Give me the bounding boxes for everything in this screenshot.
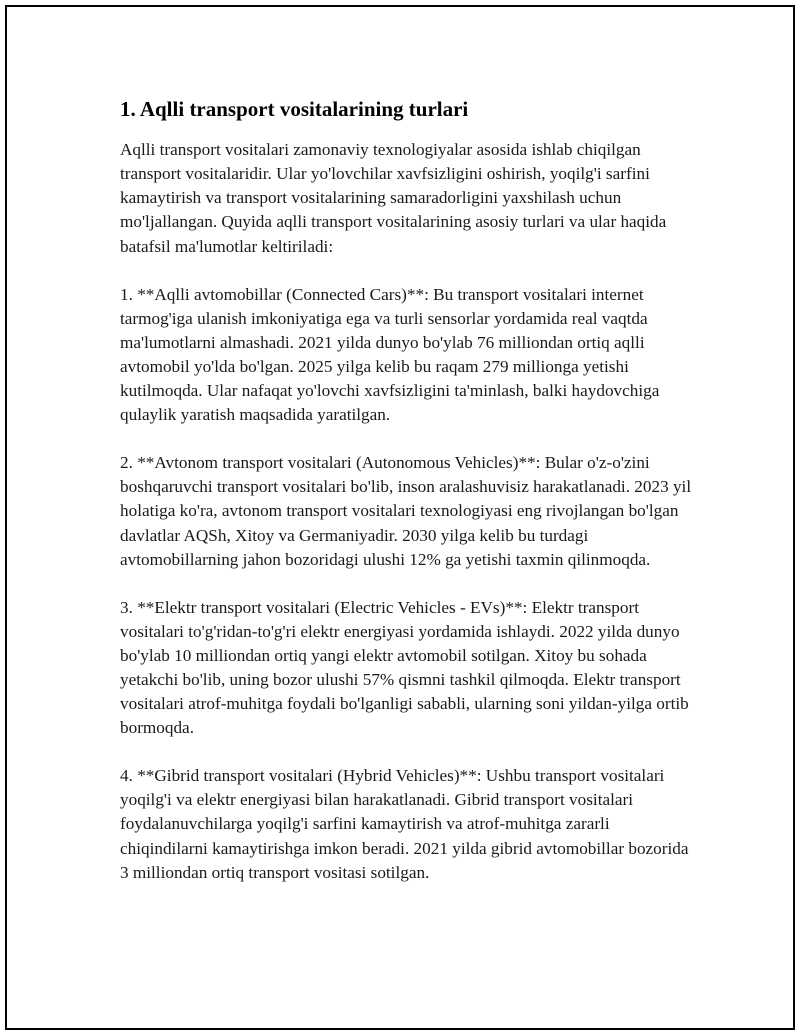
paragraph-autonomous-vehicles: 2. **Avtonom transport vositalari (Autonomous Vehicles)**: Bular o'z-o'zini boshqaruvchi transport vositalari bo'lib, inson aralashuvisiz harakatlanadi. 2023 yil holatiga ko'ra, avtonom transport vositalari texnologiyasi eng rivojlangan bo'lgan davlatlar AQSh, Xitoy va Germaniyadir. 2030 yilga kelib bu turdagi avtomobillarning jahon bozoridagi ulushi 12% ga yetishi taxmin qilinmoqda. bbox=[120, 453, 692, 569]
page-frame bbox=[5, 5, 795, 1030]
section-heading: 1. Aqlli transport vositalarining turlari bbox=[120, 97, 469, 121]
paragraph-hybrid-vehicles: 4. **Gibrid transport vositalari (Hybrid Vehicles)**: Ushbu transport vositalari yoqilg'i va elektr energiyasi bilan harakatlanadi. Gibrid transport vositalari foydalanuvchilarga yoqilg'i sarfini kamaytirish va atrof-muhitga zararli chiqindilarni kamaytirishga imkon beradi. 2021 yilda gibrid avtomobillar bozorida 3 milliondan ortiq transport vositasi sotilgan. bbox=[120, 766, 689, 882]
paragraph-electric-vehicles: 3. **Elektr transport vositalari (Electric Vehicles - EVs)**: Elektr transport vositalari to'g'ridan-to'g'ri elektr energiyasi yordamida ishlaydi. 2022 yilda dunyo bo'ylab 10 milliondan ortiq yangi elektr avtomobil sotilgan. Xitoy bu sohada yetakchi bo'lib, uning bozor ulushi 57% qismni tashkil qilmoqda. Elektr transport vositalari atrof-muhitga foydali bo'lganligi sababli, ularning soni yildan-yilga ortib bormoqda. bbox=[120, 597, 689, 738]
paragraph-connected-cars: 1. **Aqlli avtomobillar (Connected Cars)**: Bu transport vositalari internet tarmog'iga ulanish imkoniyatiga ega va turli sensorlar yordamida real vaqtda ma'lumotlarni almashadi. 2021 yilda dunyo bo'ylab 76 milliondan ortiq aqlli avtomobil yo'lda bo'lgan. 2025 yilga kelib bu raqam 279 millionga yetishi kutilmoqda. Ular nafaqat yo'lovchi xavfsizligini ta'minlash, balki haydovchiga qulaylik yaratish maqsadida yaratilgan. bbox=[120, 284, 660, 425]
intro-paragraph: Aqlli transport vositalari zamonaviy texnologiyalar asosida ishlab chiqilgan transport vositalaridir. Ular yo'lovchilar xavfsizligini oshirish, yoqilg'i sarfini kamaytirish va transport vositalarining samaradorligini yaxshilash uchun mo'ljallangan. Quyida aqlli transport vositalarining asosiy turlari va ular haqida batafsil ma'lumotlar keltiriladi: bbox=[120, 140, 667, 256]
document-body bbox=[120, 97, 695, 909]
